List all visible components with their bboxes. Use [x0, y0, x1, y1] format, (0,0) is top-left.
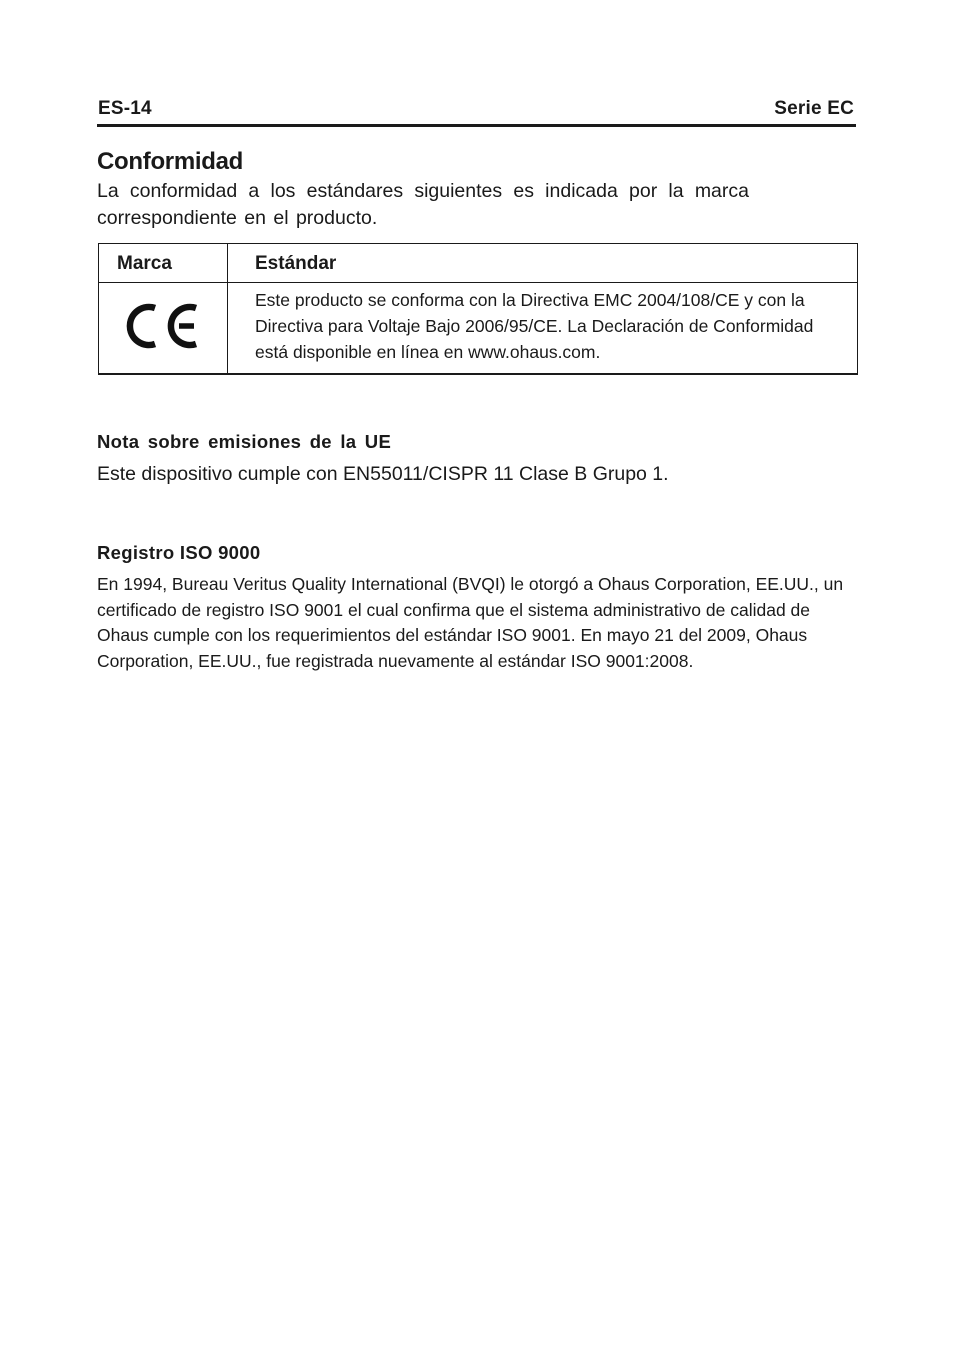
ce-mark-icon [125, 302, 201, 350]
mark-cell [99, 283, 228, 375]
column-header-standard: Estándar [228, 244, 858, 283]
series-title: Serie EC [774, 98, 854, 119]
conformity-heading: Conformidad [97, 148, 244, 175]
standard-cell: Este producto se conforma con la Directiva EMC 2004/108/CE y con la Directiva para Voltaje Bajo 2006/95/CE. La Declaración de Conformidad está disponible en línea en www.ohaus.com. [228, 283, 858, 375]
emissions-heading: Nota sobre emisiones de la UE [97, 431, 392, 452]
conformity-intro: La conformidad a los estándares siguientes es indicada por la marca correspondiente en el producto. [97, 180, 749, 229]
table-header-row [99, 244, 858, 283]
iso-text: En 1994, Bureau Veritus Quality International (BVQI) le otorgó a Ohaus Corporation, EE.UU., un certificado de registro ISO 9001 el cual confirma que el sistema administrativo de calidad de Ohaus cumple con los requerimientos del estándar ISO 9001. En mayo 21 del 2009, Ohaus Corporation, EE.UU., fue registrada nuevamente al estándar ISO 9001:2008. [97, 574, 844, 671]
iso-heading: Registro ISO 9000 [97, 542, 261, 563]
emissions-text: Este dispositivo cumple con EN55011/CISPR 11 Clase B Grupo 1. [97, 463, 669, 485]
column-header-mark: Marca [99, 244, 228, 283]
page-number: ES-14 [98, 98, 152, 119]
conformity-table [98, 243, 857, 375]
page-header [97, 98, 856, 127]
table-row [99, 283, 858, 375]
